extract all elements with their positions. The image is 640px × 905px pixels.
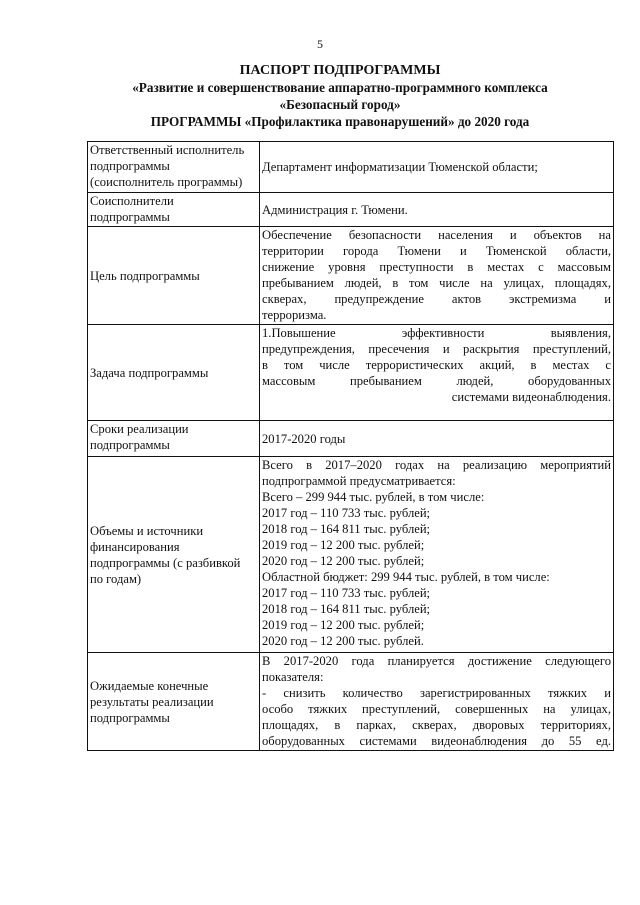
label-line: подпрограммы: [90, 210, 170, 224]
value-line: территории города Тюмени и Тюменской области,: [262, 244, 611, 258]
value-line: 2018 год – 164 811 тыс. рублей;: [262, 602, 431, 616]
heading-subprogram-name: «Развитие и совершенствование аппаратно-программного комплекса: [132, 80, 548, 95]
label-line: Сроки реализации: [90, 422, 189, 436]
label-line: Цель подпрограммы: [90, 268, 200, 283]
value-line: 2020 год – 12 200 тыс. рублей;: [262, 554, 425, 568]
value-line: в том числе террористических акций, в местах с: [262, 358, 611, 372]
row-task-value: [260, 325, 614, 421]
value-line: Всего – 299 944 тыс. рублей, в том числе:: [262, 490, 485, 504]
row-terms-value: [260, 421, 614, 457]
value-line: скверах, предупреждение актов экстремизма и: [262, 292, 611, 306]
page-number: 5: [317, 37, 323, 51]
label-line: финансирования: [90, 539, 180, 554]
value-line: 2017 год – 110 733 тыс. рублей;: [262, 586, 431, 600]
label-line: подпрограммы: [90, 710, 170, 725]
value-line: 2018 год – 164 811 тыс. рублей;: [262, 522, 431, 536]
row-results-label: [88, 653, 260, 751]
row-coexecutors-label: [88, 193, 260, 227]
heading-program-name: ПРОГРАММЫ «Профилактика правонарушений» до 2020 года: [150, 114, 530, 129]
value-line: подпрограммой предусматривается:: [262, 474, 456, 488]
row-results-value: [260, 653, 614, 751]
row-goal-value: [260, 227, 614, 325]
value-line: 2017 год – 110 733 тыс. рублей;: [262, 506, 431, 520]
row-coexecutors: [88, 193, 614, 227]
value-line: показателя:: [262, 670, 324, 684]
value-line: особо тяжких преступлений, совершенных на улицах,: [262, 702, 611, 716]
label-line: подпрограммы: [90, 438, 170, 452]
label-line: Соисполнители: [90, 194, 174, 208]
row-funding-label: [88, 457, 260, 653]
row-task: [88, 325, 614, 421]
row-coexecutors-value: [260, 193, 614, 227]
value-line: предупреждения, пресечения и раскрытия преступлений,: [262, 342, 611, 356]
row-funding: [88, 457, 614, 653]
label-line: Ожидаемые конечные: [90, 678, 209, 693]
row-goal: [88, 227, 614, 325]
label-line: Ответственный исполнитель: [90, 143, 245, 157]
value-line: снижение уровня преступности в местах с массовым: [262, 260, 611, 274]
label-line: Объемы и источники: [90, 523, 204, 538]
row-goal-label: [88, 227, 260, 325]
label-line: по годам): [90, 571, 142, 586]
row-terms: [88, 421, 614, 457]
label-line: результаты реализации: [90, 694, 214, 709]
value-line: Областной бюджет: 299 944 тыс. рублей, в том числе:: [262, 570, 550, 584]
value-line: площадях, в парках, скверах, дворовых территориях,: [262, 718, 611, 732]
document-heading: [40, 62, 640, 130]
value-line: Администрация г. Тюмени.: [262, 202, 408, 217]
row-results: [88, 653, 614, 751]
row-funding-value: [260, 457, 614, 653]
row-responsible-label: [88, 142, 260, 193]
value-line: 1.Повышение эффективности выявления,: [262, 326, 611, 340]
passport-table: [87, 141, 614, 751]
value-line: массовым пребыванием людей, оборудованных: [262, 374, 611, 388]
value-line: 2020 год – 12 200 тыс. рублей.: [262, 634, 424, 648]
label-line: подпрограммы: [90, 159, 170, 173]
label-line: Задача подпрограммы: [90, 365, 209, 380]
label-line: (соисполнитель программы): [90, 175, 243, 189]
label-line: подпрограммы (с разбивкой: [90, 555, 241, 570]
value-line: терроризма.: [262, 308, 327, 322]
row-terms-label: [88, 421, 260, 457]
value-line: 2017-2020 годы: [262, 431, 346, 446]
heading-subprogram-name-cont: «Безопасный город»: [279, 97, 401, 112]
value-line: оборудованных системами видеонаблюдения до 55 ед.: [262, 734, 611, 748]
row-responsible: [88, 142, 614, 193]
row-responsible-value: [260, 142, 614, 193]
value-line: Департамент информатизации Тюменской области;: [262, 160, 538, 174]
value-line: В 2017-2020 года планируется достижение следующего: [262, 654, 611, 668]
row-task-label: [88, 325, 260, 421]
value-line: Обеспечение безопасности населения и объектов на: [262, 228, 611, 242]
heading-title: ПАСПОРТ ПОДПРОГРАММЫ: [239, 63, 441, 78]
value-line: пребыванием людей, в том числе на улицах, площадях,: [262, 276, 611, 290]
value-line: Всего в 2017–2020 годах на реализацию мероприятий: [262, 458, 611, 472]
value-line: 2019 год – 12 200 тыс. рублей;: [262, 618, 425, 632]
value-line: - снизить количество зарегистрированных тяжких и: [262, 686, 611, 700]
value-line: 2019 год – 12 200 тыс. рублей;: [262, 538, 425, 552]
value-line: системами видеонаблюдения.: [451, 390, 611, 404]
